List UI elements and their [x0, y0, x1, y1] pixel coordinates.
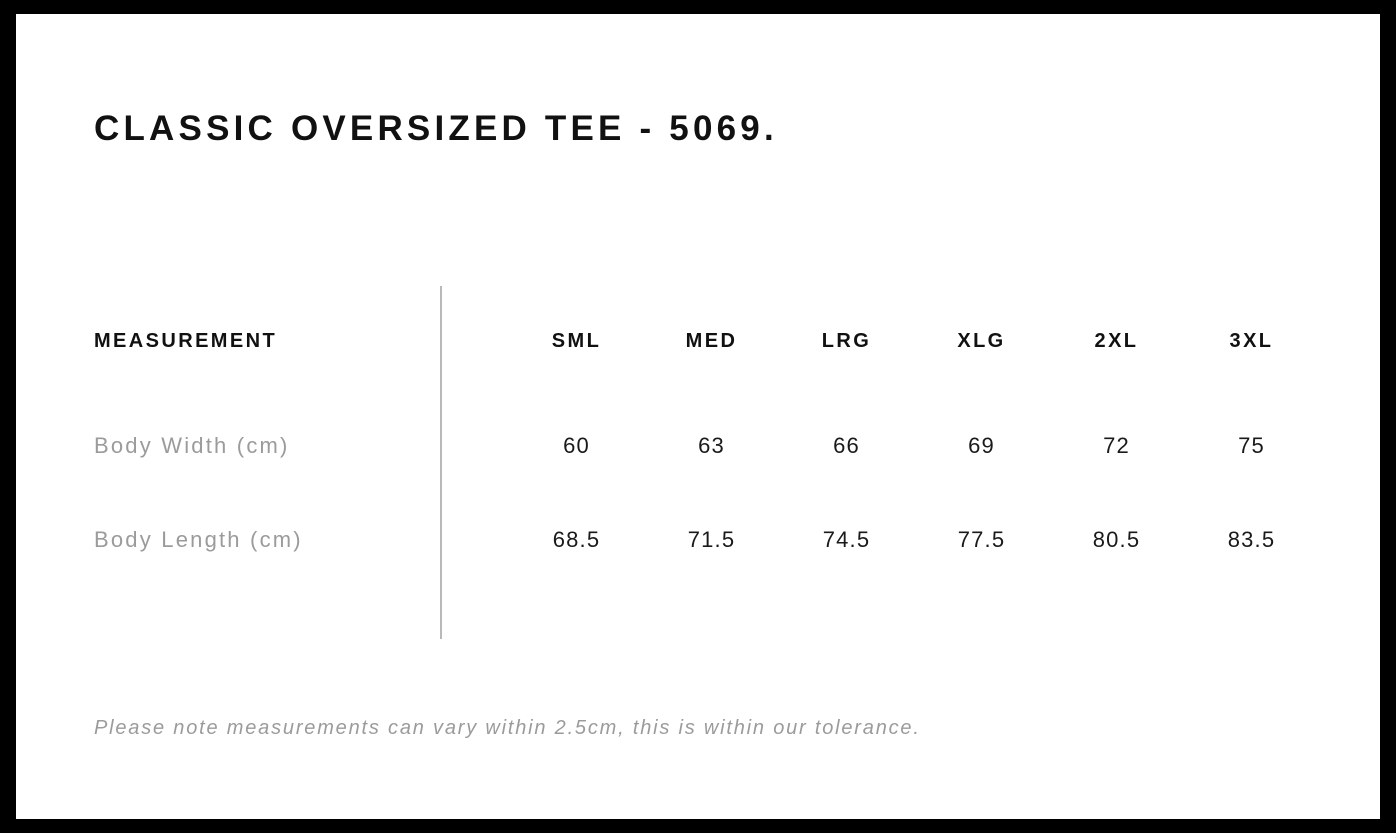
cell-body-width-sml: 60 [563, 433, 590, 458]
size-table-container [94, 284, 1319, 587]
cell-body-length-sml: 68.5 [552, 527, 601, 552]
row-label-body-length: Body Length (cm) [94, 527, 303, 552]
row-label-body-width: Body Width (cm) [94, 433, 290, 458]
column-header-med: MED [685, 330, 738, 352]
cell-body-width-xlg: 69 [968, 433, 995, 458]
cell-body-width-3xl: 75 [1238, 433, 1265, 458]
cell-body-width-lrg: 66 [833, 433, 860, 458]
page-title: CLASSIC OVERSIZED TEE - 5069. [94, 109, 778, 148]
cell-body-length-2xl: 80.5 [1092, 527, 1141, 552]
size-table [94, 284, 1319, 587]
table-header-row [94, 284, 1319, 399]
column-header-sml: SML [551, 330, 602, 352]
cell-body-width-2xl: 72 [1103, 433, 1130, 458]
cell-body-width-med: 63 [698, 433, 725, 458]
cell-body-length-med: 71.5 [687, 527, 736, 552]
column-header-lrg: LRG [821, 330, 872, 352]
table-row [94, 493, 1319, 587]
table-row [94, 399, 1319, 493]
tolerance-note: Please note measurements can vary within 2.5cm, this is within our tolerance. [94, 717, 921, 739]
column-header-2xl: 2XL [1094, 330, 1139, 352]
column-header-xlg: XLG [957, 330, 1006, 352]
cell-body-length-xlg: 77.5 [957, 527, 1006, 552]
cell-body-length-3xl: 83.5 [1227, 527, 1276, 552]
column-header-3xl: 3XL [1229, 330, 1274, 352]
cell-body-length-lrg: 74.5 [822, 527, 871, 552]
size-chart-page [16, 14, 1380, 819]
column-header-measurement: MEASUREMENT [94, 330, 278, 352]
